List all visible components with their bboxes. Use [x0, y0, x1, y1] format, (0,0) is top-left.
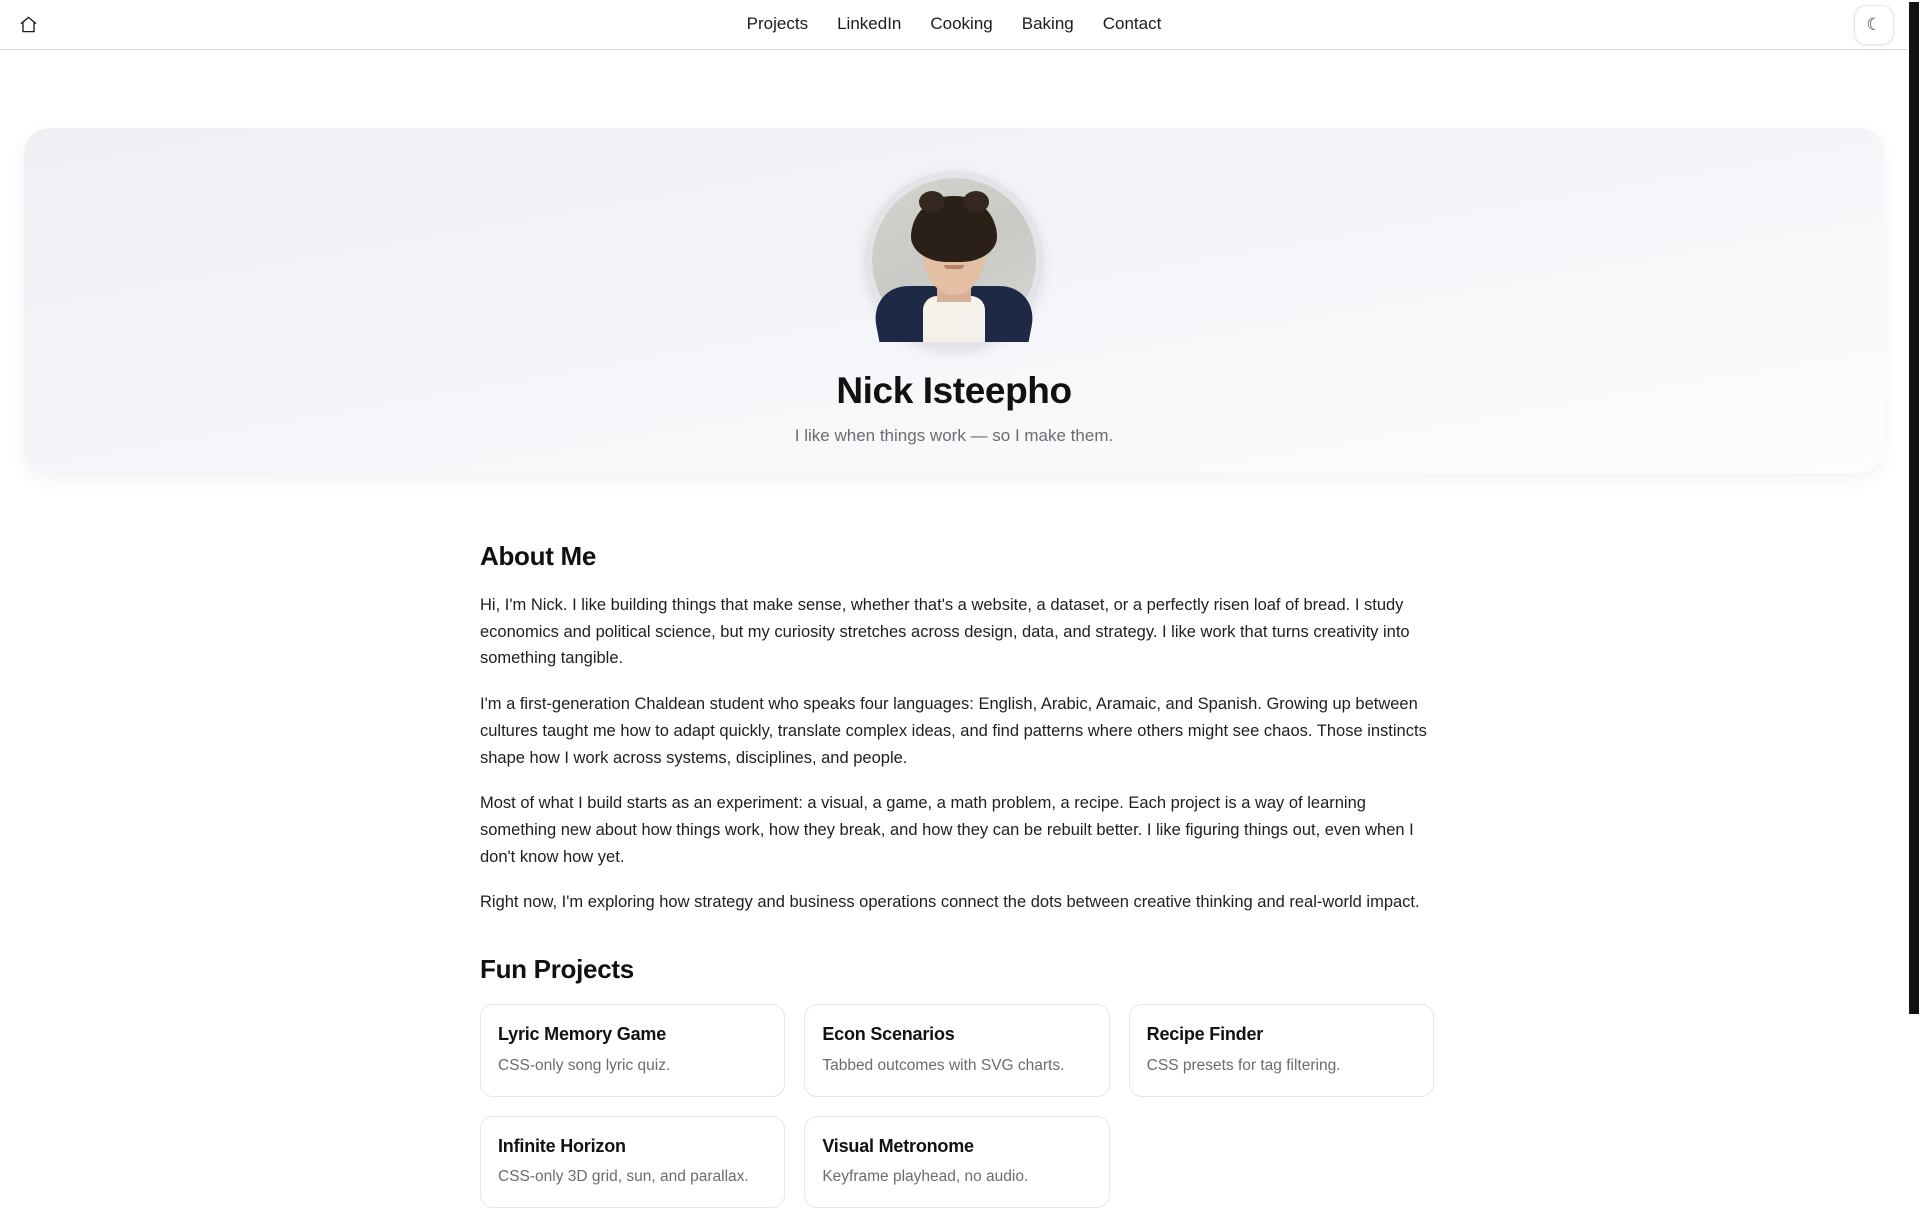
avatar	[865, 171, 1043, 349]
project-card-description: Keyframe playhead, no audio.	[822, 1168, 1029, 1186]
avatar-photo	[872, 178, 1036, 342]
theme-toggle-button[interactable]	[1854, 5, 1894, 45]
nav-item	[837, 15, 901, 34]
project-card[interactable]	[480, 1116, 785, 1208]
hero-card	[24, 128, 1884, 473]
nav-link-projects[interactable]: Projects	[746, 14, 809, 33]
project-grid	[480, 1004, 1434, 1208]
hero-tagline: I like when things work — so I make them.	[794, 425, 1114, 445]
project-card-description: CSS presets for tag filtering.	[1146, 1056, 1341, 1074]
nav-link-cooking[interactable]: Cooking	[930, 14, 993, 33]
scrollbar-thumb[interactable]	[1909, 2, 1919, 1014]
nav-item	[1022, 15, 1074, 34]
projects-section-title: Fun Projects	[480, 954, 634, 985]
project-card-title: Recipe Finder	[1146, 1024, 1264, 1045]
project-card-description: Tabbed outcomes with SVG charts.	[822, 1056, 1065, 1074]
scrollbar-track[interactable]	[1908, 0, 1920, 1080]
project-card-title: Infinite Horizon	[498, 1135, 626, 1156]
nav-item	[930, 15, 992, 34]
about-paragraph: Right now, I'm exploring how strategy and business operations connect the dots between creative thinking and real-world impact.	[480, 893, 1420, 912]
nav-link-contact[interactable]: Contact	[1102, 14, 1162, 33]
nav-link-baking[interactable]: Baking	[1021, 14, 1074, 33]
nav-link-linkedin[interactable]: LinkedIn	[837, 14, 902, 33]
project-card-title: Econ Scenarios	[822, 1024, 955, 1045]
nav-link-list	[747, 15, 1162, 34]
about-section-title: About Me	[480, 541, 597, 571]
nav-item	[1103, 15, 1162, 34]
about-paragraph: Hi, I'm Nick. I like building things that make sense, whether that's a website, a dataset, or a perfectly risen loaf of bread. I study economics and political science, but my curiosity stretches across design, data, and strategy. I like work that turns creativity into something tangible.	[480, 596, 1410, 668]
project-card[interactable]	[1129, 1004, 1434, 1097]
project-card[interactable]	[804, 1116, 1109, 1208]
project-card[interactable]	[480, 1004, 785, 1097]
project-card-title: Lyric Memory Game	[498, 1024, 667, 1045]
home-icon[interactable]	[14, 11, 42, 39]
nav-item	[747, 15, 808, 34]
page-title: Nick Isteepho	[836, 370, 1072, 411]
moon-icon: ☾	[1866, 15, 1882, 34]
project-card-description: CSS-only song lyric quiz.	[498, 1056, 671, 1074]
about-paragraph: Most of what I build starts as an experiment: a visual, a game, a math problem, a recipe. Each project is a way of learning something new about how things work, how they break, and how they can be rebuilt better. I like figuring things out, even when I don't know how yet.	[480, 794, 1414, 866]
project-card-description: CSS-only 3D grid, sun, and parallax.	[498, 1168, 749, 1186]
top-navbar	[0, 0, 1908, 50]
project-card-title: Visual Metronome	[822, 1135, 974, 1156]
project-card[interactable]	[804, 1004, 1109, 1097]
about-paragraph: I'm a first-generation Chaldean student who speaks four languages: English, Arabic, Aramaic, and Spanish. Growing up between cultures taught me how to adapt quickly, translate complex ideas, and find patterns where others might see chaos. Those instincts shape how I work across systems, disciplines, and people.	[480, 695, 1427, 767]
main-content	[474, 541, 1434, 1208]
